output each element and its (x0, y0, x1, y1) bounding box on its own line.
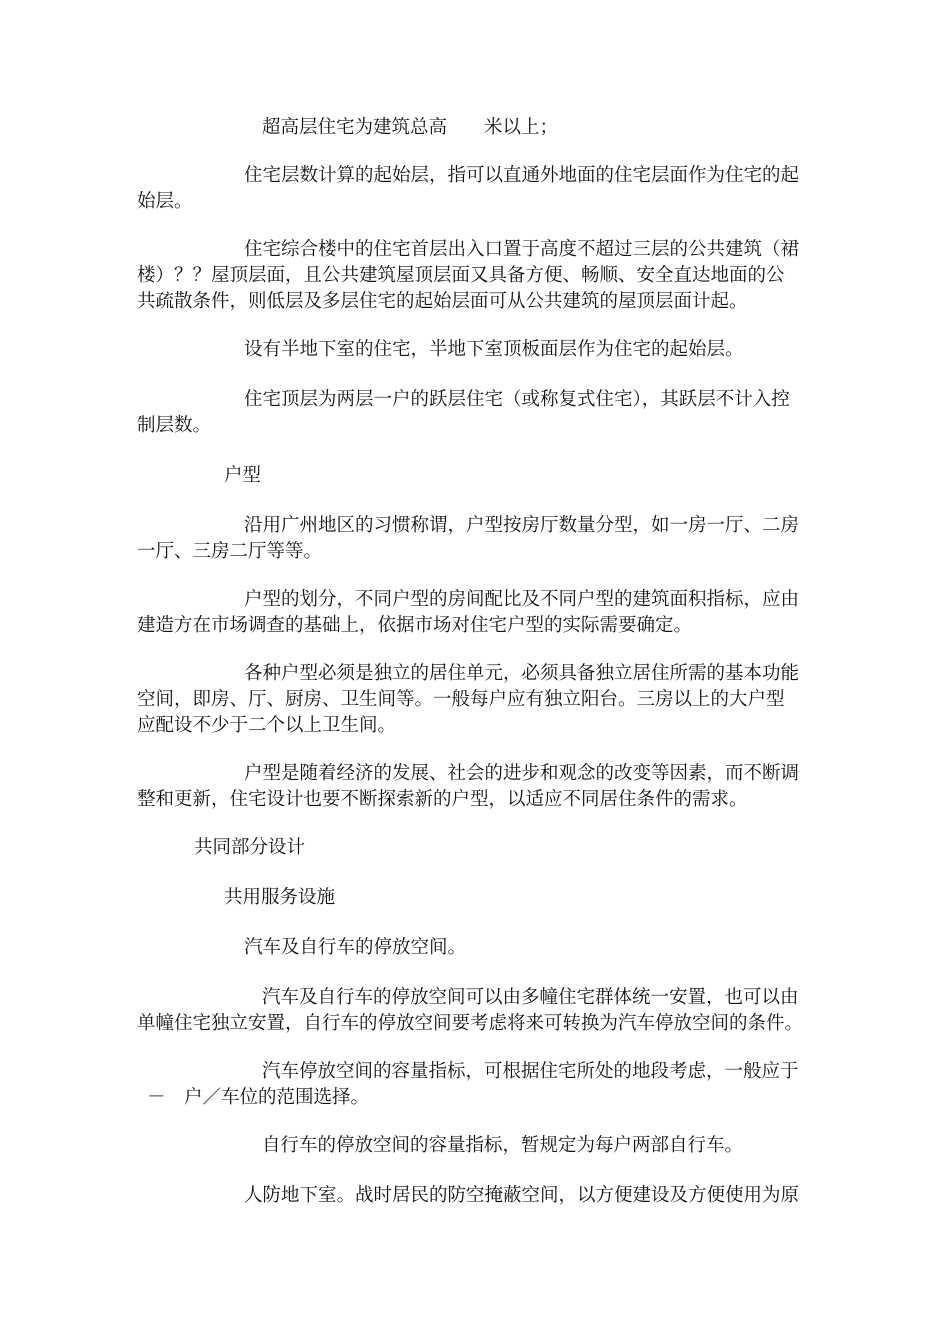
text-line: 单幢住宅独立安置，自行车的停放空间要考虑将来可转换为汽车停放空间的条件。 (137, 1013, 804, 1034)
text-line: 户型的划分，不同户型的房间配比及不同户型的建筑面积指标，应由 (244, 589, 800, 610)
text-line: 始层。 (137, 191, 193, 212)
text-line: 沿用广州地区的习惯称谓，户型按房厅数量分型，如一房一厅、二房 (244, 515, 800, 536)
text-line: 住宅综合楼中的住宅首层出入口置于高度不超过三层的公共建筑（裙 (244, 239, 800, 260)
text-line: － 户／车位的范围选择。 (147, 1087, 370, 1108)
text-line: 住宅层数计算的起始层，指可以直通外地面的住宅层面作为住宅的起 (244, 165, 800, 186)
subsection-heading: 共用服务设施 (224, 887, 336, 908)
text-line: 自行车的停放空间的容量指标，暂规定为每户两部自行车。 (262, 1135, 744, 1156)
text-line: 汽车及自行车的停放空间可以由多幢住宅群体统一安置，也可以由 (262, 987, 799, 1008)
text-line: 人防地下室。战时居民的防空掩蔽空间，以方便建设及方便使用为原 (244, 1185, 800, 1206)
text-line: 制层数。 (137, 415, 212, 436)
text-line: 整和更新，住宅设计也要不断探索新的户型，以适应不同居住条件的需求。 (137, 789, 748, 810)
text-line: 超高层住宅为建筑总高 米以上； (262, 117, 559, 138)
text-line: 汽车停放空间的容量指标，可根据住宅所处的地段考虑，一般应于 (262, 1061, 799, 1082)
text-line: 楼）？？屋顶层面，且公共建筑屋顶层面又具备方便、畅顺、安全直达地面的公 (137, 265, 785, 286)
section-heading: 共同部分设计 (194, 837, 306, 858)
text-line: 设有半地下室的住宅，半地下室顶板面层作为住宅的起始层。 (244, 339, 744, 360)
text-line: 户型是随着经济的发展、社会的进步和观念的改变等因素，而不断调 (244, 763, 800, 784)
text-line: 住宅顶层为两层一户的跃层住宅（或称复式住宅），其跃层不计入控 (244, 389, 790, 410)
text-line: 空间，即房、厅、厨房、卫生间等。一般每户应有独立阳台。三房以上的大户型 (137, 689, 785, 710)
text-line: 汽车及自行车的停放空间。 (244, 937, 467, 958)
text-line: 应配设不少于二个以上卫生间。 (137, 715, 397, 736)
section-heading: 户型 (224, 465, 262, 486)
text-line: 建造方在市场调查的基础上，依据市场对住宅户型的实际需要确定。 (137, 615, 693, 636)
text-line: 一厅、三房二厅等等。 (137, 541, 323, 562)
text-line: 共疏散条件，则低层及多层住宅的起始层面可从公共建筑的屋顶层面计起。 (137, 291, 748, 312)
text-line: 各种户型必须是独立的居住单元，必须具备独立居住所需的基本功能 (244, 663, 800, 684)
